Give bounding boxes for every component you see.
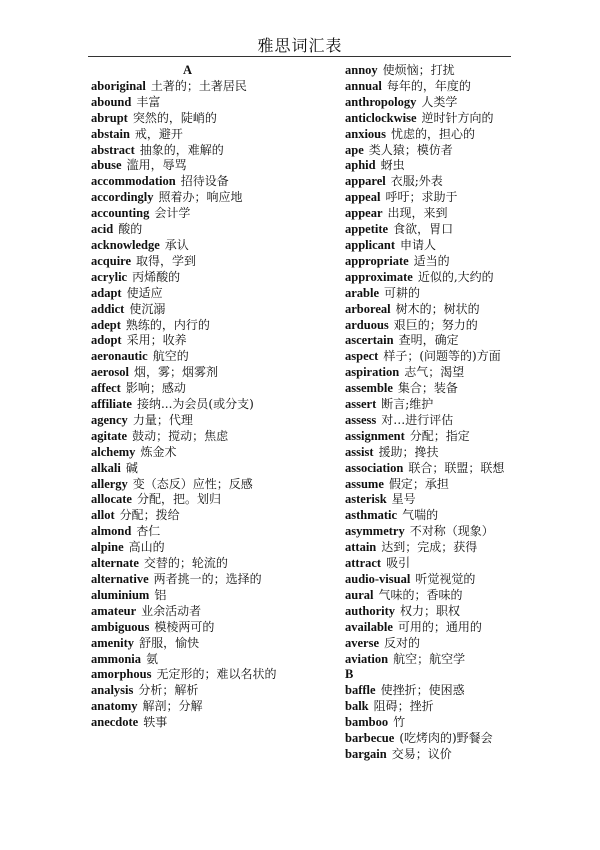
- vocab-entry: [91, 636, 296, 652]
- vocab-entry: [91, 206, 296, 222]
- vocab-entry: [91, 222, 296, 238]
- vocab-entry: [345, 556, 560, 572]
- definition: 忧虑的，担心的: [391, 126, 476, 141]
- definition: 解剖；分解: [142, 699, 203, 714]
- definition: 承认: [164, 237, 189, 252]
- headword: annoy: [345, 63, 378, 77]
- vocab-entry: [91, 111, 296, 127]
- vocab-entry: [91, 492, 296, 508]
- headword: agency: [91, 412, 128, 427]
- headword: appropriate: [345, 253, 409, 268]
- vocab-entry: [345, 747, 560, 763]
- headword: adept: [91, 317, 121, 332]
- definition: 使适应: [126, 285, 163, 300]
- vocab-entry: [345, 270, 560, 286]
- headword: aluminium: [91, 587, 150, 602]
- definition: 分配，把。划归: [136, 492, 221, 507]
- vocab-entry: [345, 652, 560, 668]
- definition: 业余活动者: [141, 603, 202, 618]
- definition: (吃烤肉的)野餐会: [399, 731, 493, 746]
- vocab-entry: [91, 318, 296, 334]
- definition: 吸引: [386, 556, 411, 571]
- definition: 铝: [154, 587, 167, 602]
- vocab-entry: [91, 604, 296, 620]
- definition: 每年的，年度的: [386, 78, 471, 93]
- headword: asthmatic: [345, 508, 398, 523]
- vocab-entry: [91, 524, 296, 540]
- vocab-entry: [91, 461, 296, 477]
- definition: 无定形的；难以名状的: [156, 667, 277, 682]
- definition: 分配；拨给: [119, 508, 180, 523]
- vocab-entry: [91, 556, 296, 572]
- definition: 对…进行评估: [381, 412, 454, 427]
- headword: allergy: [91, 476, 128, 491]
- definition: 申请人: [400, 237, 437, 252]
- definition: 听觉视觉的: [415, 572, 476, 586]
- vocab-entry: [91, 715, 296, 731]
- definition: 土著的；土著居民: [150, 78, 247, 93]
- vocab-entry: [345, 524, 560, 540]
- definition: 使沉溺: [129, 301, 166, 316]
- vocab-entry: [91, 190, 296, 206]
- headword: aviation: [345, 651, 389, 666]
- vocab-entry: [91, 413, 296, 429]
- vocab-entry: [345, 604, 560, 620]
- definition: 杏仁: [136, 524, 161, 539]
- headword: abstract: [91, 142, 135, 157]
- vocab-entry: [91, 365, 296, 381]
- definition: 变（态反）应性；反感: [132, 476, 253, 491]
- headword: assess: [345, 412, 377, 427]
- definition: 蚜虫: [380, 158, 405, 173]
- definition: 样子；(问题等的)方面: [383, 349, 501, 364]
- vocab-entry: [345, 540, 560, 556]
- headword: audio-visual: [345, 572, 411, 586]
- right-column: [345, 63, 560, 763]
- headword: aural: [345, 587, 374, 602]
- headword: appear: [345, 206, 383, 221]
- headword: aspiration: [345, 365, 400, 380]
- definition: 假定；承担: [388, 476, 449, 491]
- headword: anxious: [345, 126, 386, 141]
- definition: 使烦恼；打扰: [382, 63, 455, 77]
- vocab-entry: [91, 238, 296, 254]
- headword: assignment: [345, 428, 405, 443]
- headword: arduous: [345, 317, 389, 332]
- headword: ambiguous: [91, 619, 150, 634]
- headword: ascertain: [345, 333, 394, 348]
- definition: 衣服;外表: [390, 174, 443, 189]
- vocab-entry: [345, 413, 560, 429]
- definition: 高山的: [128, 540, 165, 555]
- definition: 氨: [146, 651, 159, 666]
- vocab-entry: [91, 683, 296, 699]
- definition: 丙烯酸的: [132, 269, 181, 284]
- vocab-entry: [345, 79, 560, 95]
- headword: ammonia: [91, 651, 141, 666]
- headword: alchemy: [91, 444, 136, 459]
- headword: alternative: [91, 572, 149, 586]
- vocab-entry: [91, 127, 296, 143]
- vocab-entry: [91, 429, 296, 445]
- vocab-entry: [345, 143, 560, 159]
- vocab-entry: [91, 143, 296, 159]
- vocab-entry: [345, 63, 560, 79]
- headword: applicant: [345, 237, 396, 252]
- vocab-entry: [345, 588, 560, 604]
- headword: acid: [91, 222, 114, 237]
- definition: 模棱两可的: [154, 619, 215, 634]
- vocab-entry: [91, 667, 296, 683]
- vocab-entry: [91, 397, 296, 413]
- vocab-entry: [91, 333, 296, 349]
- definition: 可用的；通用的: [397, 619, 482, 634]
- definition: 出现，来到: [387, 206, 448, 221]
- vocab-entry: [345, 492, 560, 508]
- definition: 烟，雾；烟雾剂: [133, 365, 218, 380]
- definition: 联合；联盟；联想: [408, 460, 505, 475]
- headword: accommodation: [91, 174, 176, 189]
- vocab-entry: [345, 222, 560, 238]
- headword: aphid: [345, 158, 376, 173]
- page-title: 雅思词汇表: [257, 36, 343, 55]
- left-column: [91, 63, 296, 731]
- headword: association: [345, 460, 404, 475]
- headword: anecdote: [91, 715, 139, 730]
- vocab-entry: [345, 477, 560, 493]
- vocab-entry: [91, 572, 296, 588]
- definition: 轶事: [143, 715, 168, 730]
- vocab-entry: [91, 79, 296, 95]
- headword: analysis: [91, 683, 134, 698]
- headword: agitate: [91, 428, 128, 443]
- vocab-entry: [345, 333, 560, 349]
- section-letter: B: [345, 667, 354, 682]
- headword: allocate: [91, 492, 132, 507]
- definition: 使挫折；使困惑: [380, 683, 465, 698]
- headword: anthropology: [345, 94, 417, 109]
- vocab-entry: [345, 683, 560, 699]
- headword: amenity: [91, 635, 135, 650]
- vocab-entry: [345, 206, 560, 222]
- definition: 竹: [393, 715, 406, 730]
- vocab-entry: [91, 699, 296, 715]
- definition: 集合；装备: [397, 381, 458, 396]
- definition: 熟练的，内行的: [125, 317, 210, 332]
- definition: 采用；收养: [126, 333, 187, 348]
- definition: 戒，避开: [134, 126, 183, 141]
- definition: 援助；搀扶: [378, 444, 439, 459]
- definition: 人类学: [421, 94, 458, 109]
- headword: allot: [91, 508, 115, 523]
- vocab-entry: [91, 349, 296, 365]
- vocab-entry: [345, 572, 560, 588]
- definition: 反对的: [384, 635, 421, 650]
- vocab-entry: [345, 174, 560, 190]
- definition: 酸的: [118, 222, 143, 237]
- vocab-entry: [345, 302, 560, 318]
- headword: acquire: [91, 253, 132, 268]
- headword: balk: [345, 699, 369, 714]
- vocab-entry: [345, 445, 560, 461]
- vocab-entry: [345, 715, 560, 731]
- definition: 逆时针方向的: [421, 110, 494, 125]
- vocab-entry: [345, 699, 560, 715]
- definition: 查明，确定: [398, 333, 459, 348]
- headword: affect: [91, 381, 121, 396]
- definition: 艰巨的；努力的: [393, 317, 478, 332]
- definition: 突然的，陡峭的: [132, 110, 217, 125]
- vocab-entry: [345, 318, 560, 334]
- vocab-entry: [91, 174, 296, 190]
- vocab-entry: [345, 636, 560, 652]
- vocab-entry: [345, 286, 560, 302]
- vocab-entry: [91, 302, 296, 318]
- headword: abstain: [91, 126, 130, 141]
- definition: 达到；完成；获得: [381, 540, 478, 555]
- vocab-entry: [91, 270, 296, 286]
- vocab-entry: [345, 620, 560, 636]
- headword: asymmetry: [345, 524, 405, 539]
- vocab-entry: [345, 190, 560, 206]
- vocab-entry: [345, 397, 560, 413]
- headword: aboriginal: [91, 78, 146, 93]
- headword: anatomy: [91, 699, 138, 714]
- headword: almond: [91, 524, 132, 539]
- headword: assert: [345, 397, 377, 412]
- definition: 类人猿；模仿者: [368, 142, 453, 157]
- headword: approximate: [345, 269, 413, 284]
- vocab-entry: [345, 508, 560, 524]
- headword: apparel: [345, 174, 386, 189]
- vocab-entry: [91, 445, 296, 461]
- headword: affiliate: [91, 397, 132, 412]
- definition: 呼吁；求助于: [385, 190, 458, 205]
- definition: 取得，学到: [136, 253, 197, 268]
- definition: 交替的；轮流的: [143, 556, 228, 571]
- definition: 不对称（现象）: [409, 524, 494, 539]
- header-rule: [88, 56, 511, 57]
- headword: annual: [345, 78, 382, 93]
- definition: 炼金术: [140, 444, 177, 459]
- definition: 航空；航空学: [393, 651, 466, 666]
- definition: 适当的: [413, 253, 450, 268]
- headword: acrylic: [91, 269, 128, 284]
- vocab-entry: [91, 254, 296, 270]
- headword: accounting: [91, 206, 150, 221]
- headword: bamboo: [345, 715, 389, 730]
- definition: 接纳...为会员(或分支): [136, 397, 254, 412]
- definition: 照着办；响应地: [158, 190, 243, 205]
- section-letter: A: [182, 63, 193, 77]
- vocab-entry: [91, 652, 296, 668]
- vocab-entry: [345, 365, 560, 381]
- vocab-entry: [345, 731, 560, 747]
- definition: 分析；解析: [138, 683, 199, 698]
- definition: 航空的: [152, 349, 189, 364]
- vocab-entry: [91, 158, 296, 174]
- vocab-entry: [345, 349, 560, 365]
- definition: 影响；感动: [125, 381, 186, 396]
- headword: alpine: [91, 540, 124, 555]
- definition: 交易；议价: [391, 746, 452, 761]
- definition: 星号: [391, 492, 416, 507]
- vocab-entry: [91, 381, 296, 397]
- headword: arable: [345, 285, 380, 300]
- vocab-entry: [91, 508, 296, 524]
- headword: acknowledge: [91, 237, 160, 252]
- headword: assume: [345, 476, 384, 491]
- headword: aeronautic: [91, 349, 148, 364]
- headword: accordingly: [91, 190, 154, 205]
- definition: 志气；渴望: [404, 365, 465, 380]
- definition: 抽象的，难解的: [139, 142, 224, 157]
- headword: abound: [91, 94, 132, 109]
- headword: attain: [345, 540, 377, 555]
- headword: adopt: [91, 333, 122, 348]
- definition: 分配；指定: [409, 428, 470, 443]
- headword: assist: [345, 444, 374, 459]
- vocab-entry: [345, 429, 560, 445]
- definition: 气味的；香味的: [378, 587, 463, 602]
- definition: 可耕的: [384, 285, 421, 300]
- definition: 碱: [125, 460, 138, 475]
- headword: alkali: [91, 460, 121, 475]
- headword: amorphous: [91, 667, 152, 682]
- headword: authority: [345, 603, 395, 618]
- definition: 丰富: [136, 94, 161, 109]
- headword: appetite: [345, 222, 389, 237]
- vocab-entry: [345, 127, 560, 143]
- headword: barbecue: [345, 731, 395, 746]
- vocab-entry: [91, 620, 296, 636]
- headword: averse: [345, 635, 380, 650]
- vocab-entry: [91, 286, 296, 302]
- vocab-entry: [91, 540, 296, 556]
- headword: addict: [91, 301, 125, 316]
- vocab-entry: [345, 254, 560, 270]
- headword: baffle: [345, 683, 376, 698]
- headword: adapt: [91, 285, 122, 300]
- vocab-entry: [345, 461, 560, 477]
- vocab-entry: [345, 381, 560, 397]
- headword: available: [345, 619, 393, 634]
- definition: 鼓动；搅动；焦虑: [132, 428, 229, 443]
- vocab-entry: [345, 158, 560, 174]
- headword: bargain: [345, 746, 387, 761]
- headword: appeal: [345, 190, 381, 205]
- definition: 会计学: [154, 206, 191, 221]
- definition: 气喘的: [402, 508, 439, 523]
- headword: asterisk: [345, 492, 387, 507]
- headword: amateur: [91, 603, 137, 618]
- definition: 树木的；树状的: [395, 301, 480, 316]
- headword: anticlockwise: [345, 110, 417, 125]
- vocab-entry: [345, 95, 560, 111]
- definition: 权力；职权: [400, 603, 461, 618]
- headword: abrupt: [91, 110, 128, 125]
- vocab-entry: [345, 238, 560, 254]
- vocab-entry: [91, 95, 296, 111]
- definition: 阻碍；挫折: [373, 699, 434, 714]
- definition: 滥用，辱骂: [126, 158, 187, 173]
- definition: 舒服，愉快: [139, 635, 200, 650]
- definition: 近似的,大约的: [417, 269, 494, 284]
- vocab-entry: [91, 588, 296, 604]
- definition: 断言;维护: [381, 397, 434, 412]
- vocab-entry: [345, 111, 560, 127]
- vocab-entry: [91, 477, 296, 493]
- headword: attract: [345, 556, 382, 571]
- headword: abuse: [91, 158, 122, 173]
- headword: assemble: [345, 381, 393, 396]
- headword: aerosol: [91, 365, 129, 380]
- headword: alternate: [91, 556, 139, 571]
- definition: 食欲，胃口: [393, 222, 454, 237]
- headword: arboreal: [345, 301, 391, 316]
- headword: aspect: [345, 349, 379, 364]
- definition: 两者挑一的；选择的: [153, 572, 262, 586]
- headword: ape: [345, 142, 364, 157]
- definition: 招待设备: [180, 174, 229, 189]
- definition: 力量；代理: [132, 412, 193, 427]
